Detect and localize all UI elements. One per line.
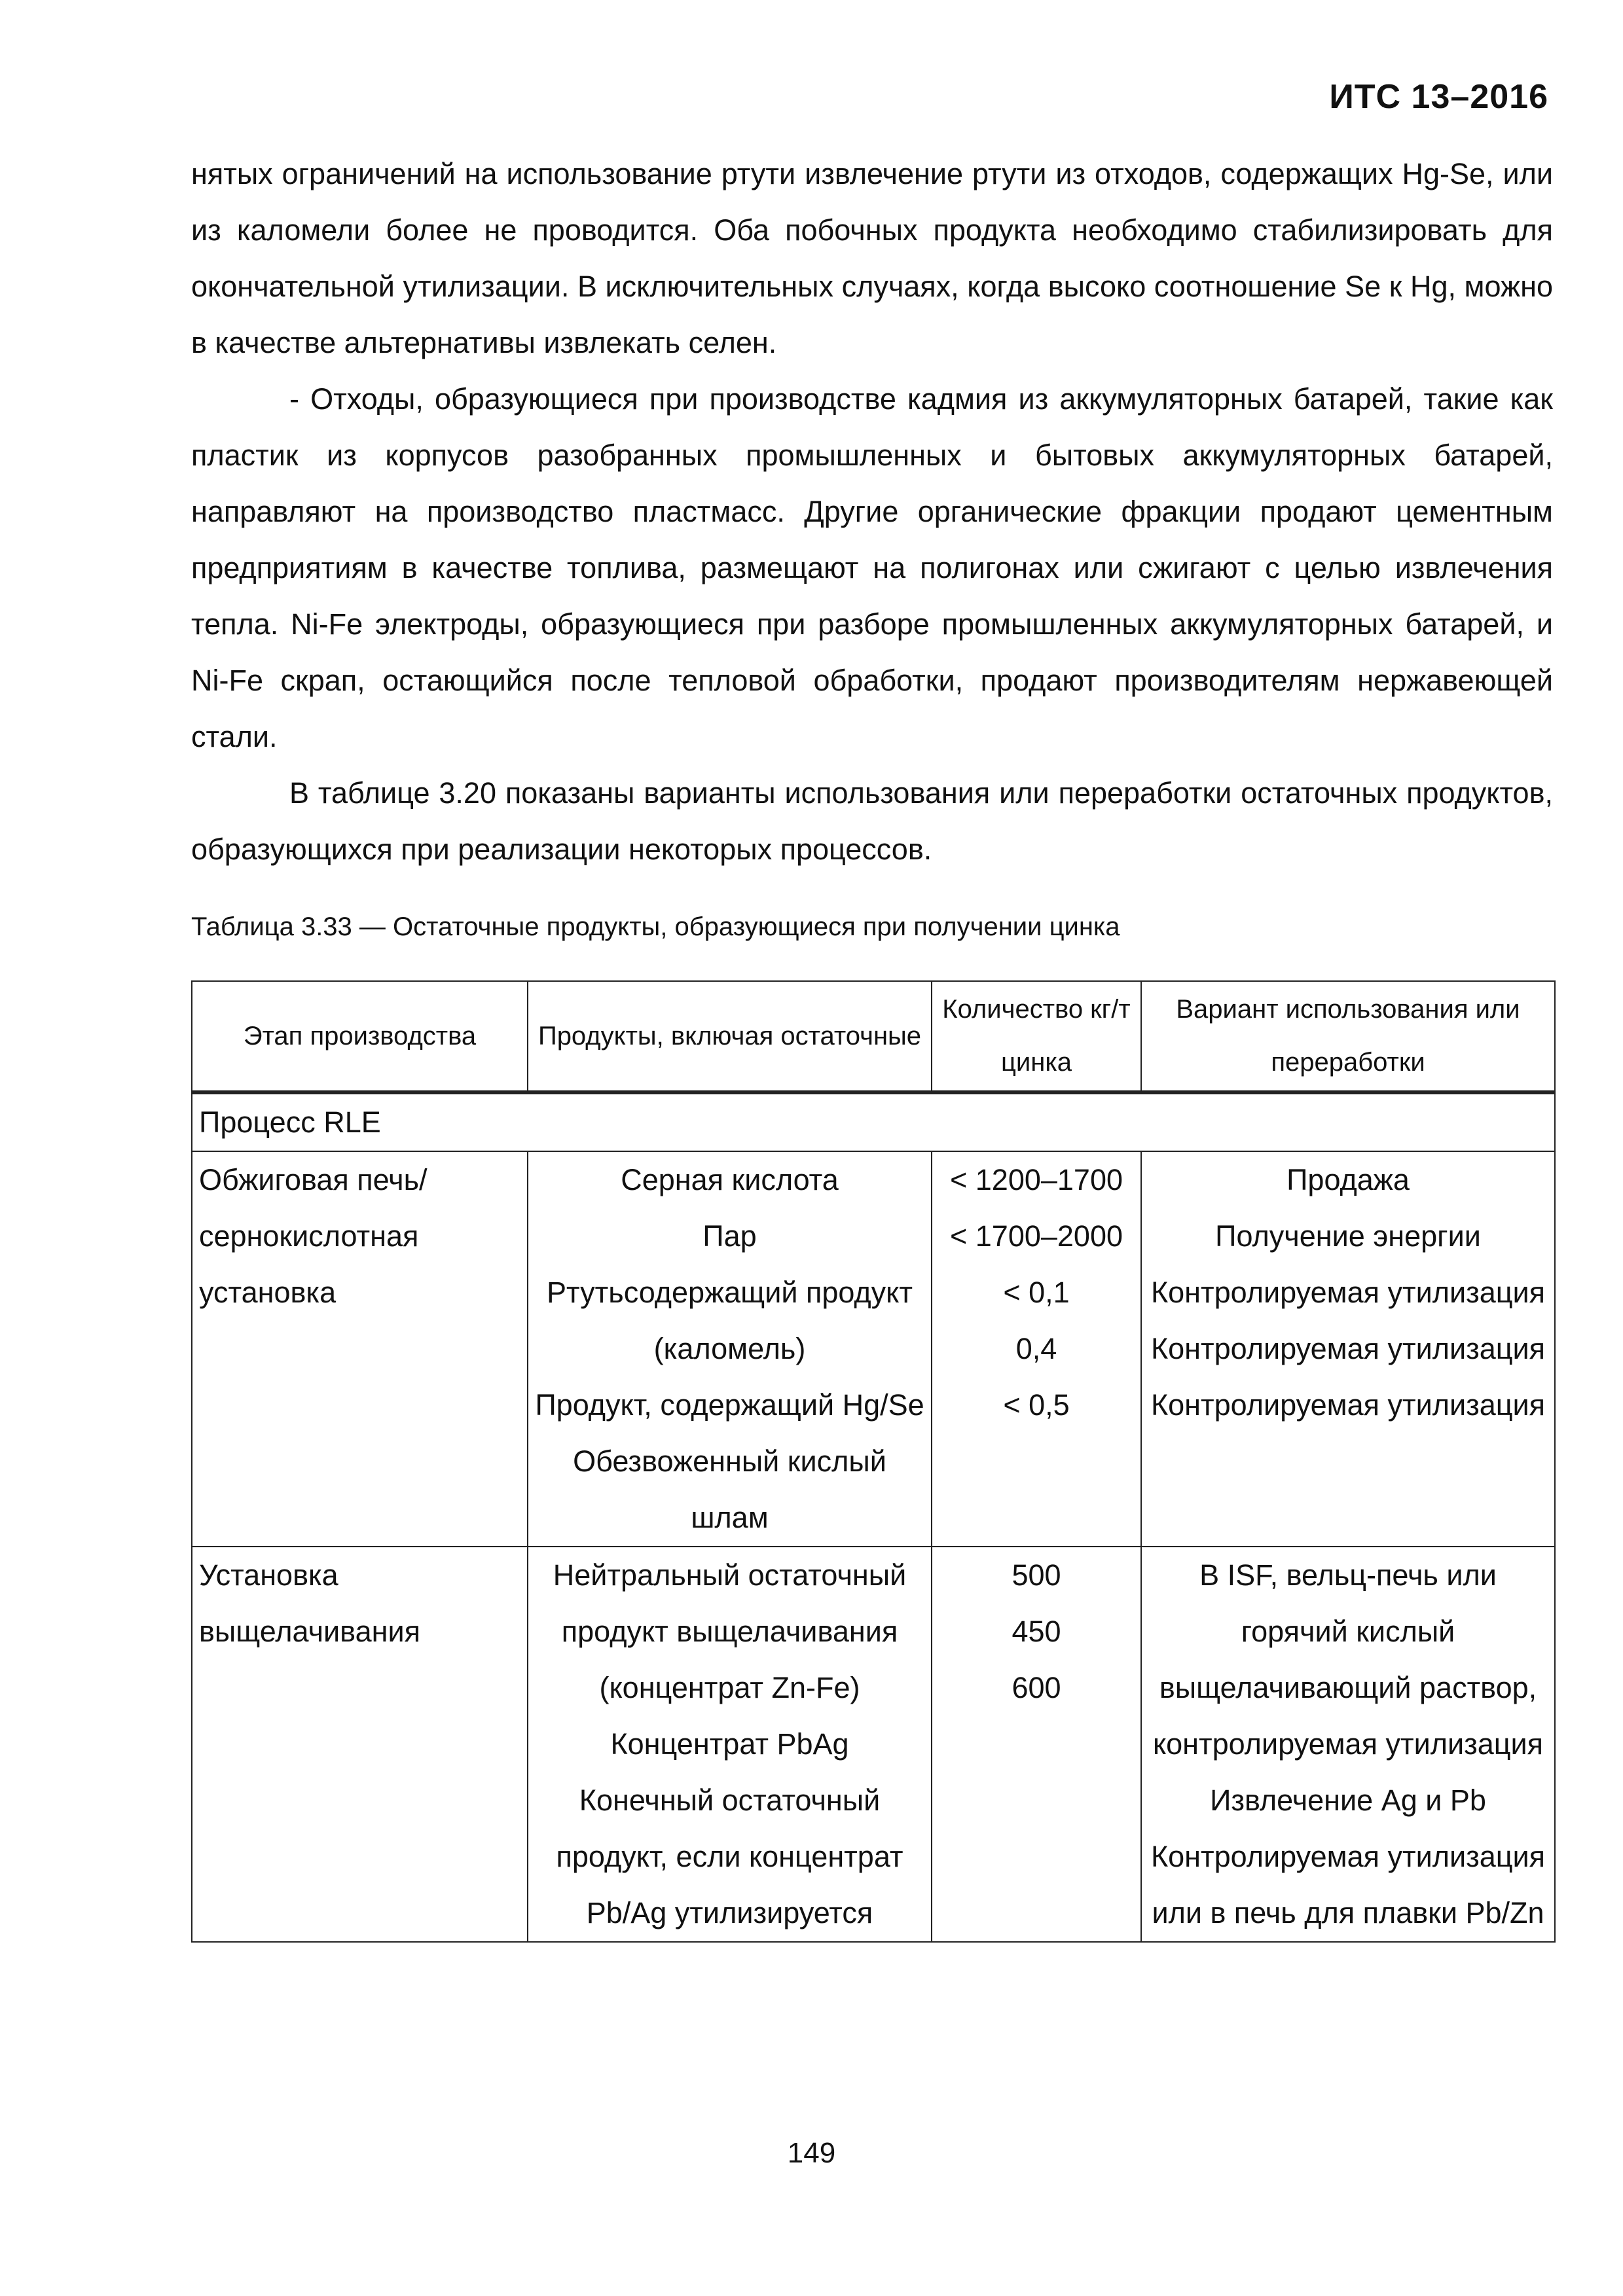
cell-stage: Обжиговая печь/ сернокислотная установка — [192, 1151, 528, 1547]
cell-use: Продажа Получение энергии Контролируемая утилизация Контролируемая утилизация Контролируемая утилизация — [1141, 1151, 1555, 1547]
header-stage: Этап производства — [192, 981, 528, 1092]
table-caption: Таблица 3.33 — Остаточные продукты, образующиеся при получении цинка — [191, 912, 1120, 941]
cell-stage: Установка выщелачивания — [192, 1547, 528, 1942]
table-row — [192, 1547, 1555, 1942]
cell-quantity: < 1200–1700 < 1700–2000 < 0,1 0,4 < 0,5 — [932, 1151, 1141, 1547]
header-use: Вариант использования или переработки — [1141, 981, 1555, 1092]
table-header-row — [192, 981, 1555, 1092]
paragraph-table-reference: В таблице 3.20 показаны варианты использования или переработки остаточных продуктов, образующихся при реализации некоторых процессов. — [191, 776, 1553, 866]
header-quantity: Количество кг/т цинка — [932, 981, 1141, 1092]
cell-quantity: 500 450 600 — [932, 1547, 1141, 1942]
cell-products: Нейтральный остаточный продукт выщелачивания (концентрат Zn-Fe) Концентрат PbAg Конечный остаточный продукт, если концентрат Pb/Ag утилизируется — [528, 1547, 932, 1942]
header-products: Продукты, включая остаточные — [528, 981, 932, 1092]
section-row — [192, 1092, 1555, 1151]
section-label: Процесс RLE — [192, 1092, 1555, 1151]
table-row — [192, 1151, 1555, 1547]
page-number: 149 — [787, 2137, 836, 2169]
paragraph-mercury: нятых ограничений на использование ртути извлечение ртути из отходов, содержащих Hg-Se, или из каломели более не проводится. Оба побочных продукта необходимо стабилизировать для окончательной утилизации. В исключительных случаях, когда высоко соотношение Se к Hg, можно в качестве альтернативы извлекать селен. — [191, 157, 1553, 359]
document-code: ИТС 13–2016 — [1329, 78, 1548, 116]
cell-use: В ISF, вельц-печь или горячий кислый выщелачивающий раствор, контролируемая утилизация Извлечение Ag и Pb Контролируемая утилизация или в печь для плавки Pb/Zn — [1141, 1547, 1555, 1942]
cell-products: Серная кислота Пар Ртутьсодержащий продукт (каломель) Продукт, содержащий Hg/Se Обезвоженный кислый шлам — [528, 1151, 932, 1547]
paragraph-cadmium-waste: - Отходы, образующиеся при производстве кадмия из аккумуляторных батарей, такие как пластик из корпусов разобранных промышленных и бытовых аккумуляторных батарей, направляют на производство пластмасс. Другие органические фракции продают цементным предприятиям в качестве топлива, размещают на полигонах или сжигают с целью извлечения тепла. Ni-Fe электроды, образующиеся при разборе промышленных аккумуляторных батарей, и Ni-Fe скрап, остающийся после тепловой обработки, продают производителям нержавеющей стали. — [191, 382, 1553, 753]
residues-table — [191, 980, 1556, 1943]
